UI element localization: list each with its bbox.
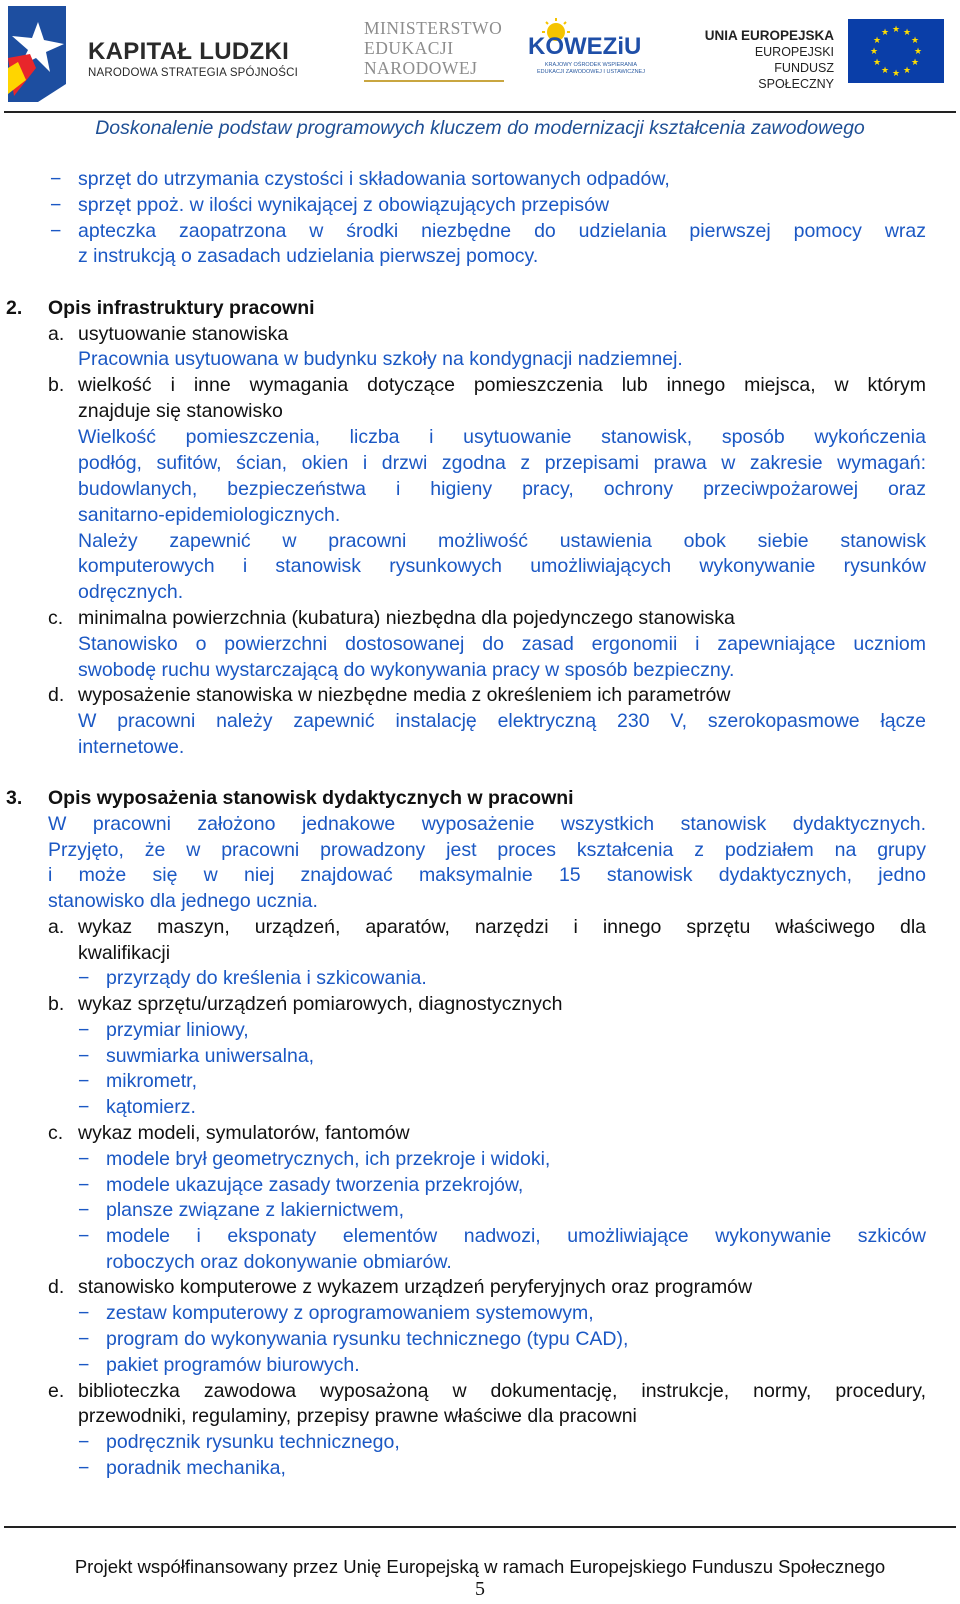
list-item: poradnik mechanika, [106,1457,286,1479]
dash-marker: − [78,1354,90,1376]
ministry-line-1: MINISTERSTWO [364,18,503,38]
list-item-continuation: roboczych oraz dokonywanie obmiarów. [106,1251,452,1273]
page-number: 5 [475,1578,485,1600]
list-item: przyrządy do kreślenia i szkicowania. [106,967,427,989]
list-item: plansze związane z lakiernictwem, [106,1199,405,1221]
svg-text:★: ★ [891,69,901,79]
dash-marker: − [50,220,62,242]
subsection-marker: a. [48,323,65,345]
eu-line-3: FUNDUSZ SPOŁECZNY [758,61,834,91]
footer-text: Projekt współfinansowany przez Unię Europejską w ramach Europejskiego Funduszu Społecznego [74,1556,886,1577]
subsection-heading: stanowisko komputerowe z wykazem urządzeń peryferyjnych oraz programów [78,1276,753,1298]
list-item: podręcznik rysunku technicznego, [106,1431,400,1453]
svg-text:★: ★ [872,36,882,46]
dash-marker: − [78,1457,90,1479]
subsection-marker: d. [48,684,65,706]
subsection-heading: wykaz modeli, symulatorów, fantomów [78,1122,410,1144]
subsection-heading: wielkość i inne wymagania dotyczące pomieszczenia lub innego miejsca, w którym [78,374,926,396]
list-item-continuation: z instrukcją o zasadach udzielania pierwszej pomocy. [78,245,539,267]
svg-text:★: ★ [872,58,882,68]
list-item: modele i eksponaty elementów nadwozi, umożliwiające wykonywanie szkiców [106,1225,926,1247]
subsection-text: swobodę ruchu wystarczającą do wykonywania pracy w sposób bezpieczny. [78,659,735,681]
dash-marker: − [78,1328,90,1350]
subsection-text: Wielkość pomieszczenia, liczba i usytuowanie stanowisk, sposób wykończenia [78,426,926,448]
section-text: i może się w niej znajdować maksymalnie 15 stanowisk dydaktycznych, jedno [48,864,926,886]
section-heading: Opis wyposażenia stanowisk dydaktycznych w pracowni [48,787,574,809]
ministry-line-2: EDUKACJI [364,38,454,58]
subsection-text: Stanowisko o powierzchni dostosowanej do zasad ergonomii i zapewniające uczniom [78,633,926,655]
subsection-heading: minimalna powierzchnia (kubatura) niezbędna dla pojedynczego stanowiska [78,607,735,629]
svg-text:★: ★ [880,28,890,38]
subsection-heading-continuation: kwalifikacji [78,942,171,964]
section-text: stanowisko dla jednego ucznia. [48,890,318,912]
eu-line-1: UNIA EUROPEJSKA [704,28,834,43]
subsection-text: Należy zapewnić w pracowni możliwość ustawienia obok siebie stanowisk [78,530,926,552]
dash-marker: − [78,1045,90,1067]
subsection-heading: wyposażenie stanowiska w niezbędne media z określeniem ich parametrów [78,684,731,706]
section-number: 3. [6,787,23,809]
dash-marker: − [78,1019,90,1041]
dash-marker: − [50,194,62,216]
kapital-ludzki-subtitle: NARODOWA STRATEGIA SPÓJNOŚCI [88,67,299,79]
list-item: suwmiarka uniwersalna, [106,1045,315,1067]
svg-text:★: ★ [880,66,890,76]
svg-text:★: ★ [902,28,912,38]
footer-divider [4,1526,956,1528]
subsection-text: podłóg, sufitów, ścian, okien i drzwi zgodna z przepisami prawa w zakresie wymagań: [78,452,926,474]
section-text: Przyjęto, że w pracowni prowadzony jest proces kształcenia z podziałem na grupy [48,839,926,861]
subsection-marker: a. [48,916,65,938]
kowezu-subtitle: KRAJOWY OŚRODEK WSPIERANIA EDUKACJI ZAWODOWEJ I USTAWICZNEJ [537,62,645,75]
list-item: kątomierz. [106,1096,196,1118]
document-title: Doskonalenie podstaw programowych kluczem do modernizacji kształcenia zawodowego [95,117,865,139]
dash-marker: − [78,1199,90,1221]
subsection-marker: c. [48,1122,64,1144]
dash-marker: − [78,1225,90,1247]
subsection-heading: wykaz sprzętu/urządzeń pomiarowych, diagnostycznych [78,993,563,1015]
section-text: W pracowni założono jednakowe wyposażenie wszystkich stanowisk dydaktycznych. [48,813,926,835]
subsection-heading: wykaz maszyn, urządzeń, aparatów, narzędzi i innego sprzętu właściwego dla [78,916,926,938]
svg-text:★: ★ [869,47,879,57]
svg-text:★: ★ [913,47,923,57]
kapital-ludzki-title: KAPITAŁ LUDZKI [88,38,290,65]
subsection-text: komputerowych i stanowisk rysunkowych umożliwiających wykonywanie rysunków [78,555,926,577]
subsection-text: Pracownia usytuowana w budynku szkoły na kondygnacji nadziemnej. [78,348,683,370]
subsection-marker: c. [48,607,64,629]
subsection-heading-continuation: przewodniki, regulaminy, przepisy prawne właściwe dla pracowni [78,1405,637,1427]
section-heading: Opis infrastruktury pracowni [48,297,315,319]
svg-text:★: ★ [910,36,920,46]
ministry-line-3: NARODOWEJ [364,58,478,78]
list-item: pakiet programów biurowych. [106,1354,360,1376]
dash-marker: − [78,1096,90,1118]
section-number: 2. [6,297,23,319]
subsection-marker: b. [48,993,65,1015]
dash-marker: − [50,168,62,190]
list-item: program do wykonywania rysunku technicznego (typu CAD), [106,1328,629,1350]
list-item: modele brył geometrycznych, ich przekroje i widoki, [106,1148,551,1170]
svg-text:★: ★ [891,25,901,35]
list-item: przymiar liniowy, [106,1019,249,1041]
svg-text:★: ★ [910,58,920,68]
subsection-heading-continuation: znajduje się stanowisko [78,400,283,422]
list-item: apteczka zaopatrzona w środki niezbędne do udzielania pierwszej pomocy wraz [78,220,926,242]
subsection-text: odręcznych. [78,581,184,603]
kowezu-wordmark: KOWEZiU [528,33,642,60]
subsection-text: internetowe. [78,736,185,758]
dash-marker: − [78,1070,90,1092]
dash-marker: − [78,1302,90,1324]
subsection-marker: e. [48,1380,65,1402]
subsection-marker: d. [48,1276,65,1298]
subsection-marker: b. [48,374,65,396]
subsection-heading: usytuowanie stanowiska [78,323,289,345]
subsection-heading: biblioteczka zawodowa wyposażoną w dokumentację, instrukcje, normy, procedury, [78,1380,926,1402]
svg-text:★: ★ [902,66,912,76]
list-item: sprzęt ppoż. w ilości wynikającej z obowiązujących przepisów [78,194,610,216]
list-item: zestaw komputerowy z oprogramowaniem systemowym, [106,1302,594,1324]
subsection-text: sanitarno-epidemiologicznych. [78,504,341,526]
eu-line-2: EUROPEJSKI [754,45,834,59]
list-item: modele ukazujące zasady tworzenia przekrojów, [106,1174,524,1196]
dash-marker: − [78,967,90,989]
dash-marker: − [78,1148,90,1170]
dash-marker: − [78,1431,90,1453]
subsection-text: W pracowni należy zapewnić instalację elektryczną 230 V, szerokopasmowe łącze [78,710,926,732]
dash-marker: − [78,1174,90,1196]
list-item: mikrometr, [106,1070,198,1092]
list-item: sprzęt do utrzymania czystości i składowania sortowanych odpadów, [78,168,670,190]
subsection-text: budowlanych, bezpieczeństwa i higieny pracy, ochrony przeciwpożarowej oraz [78,478,926,500]
